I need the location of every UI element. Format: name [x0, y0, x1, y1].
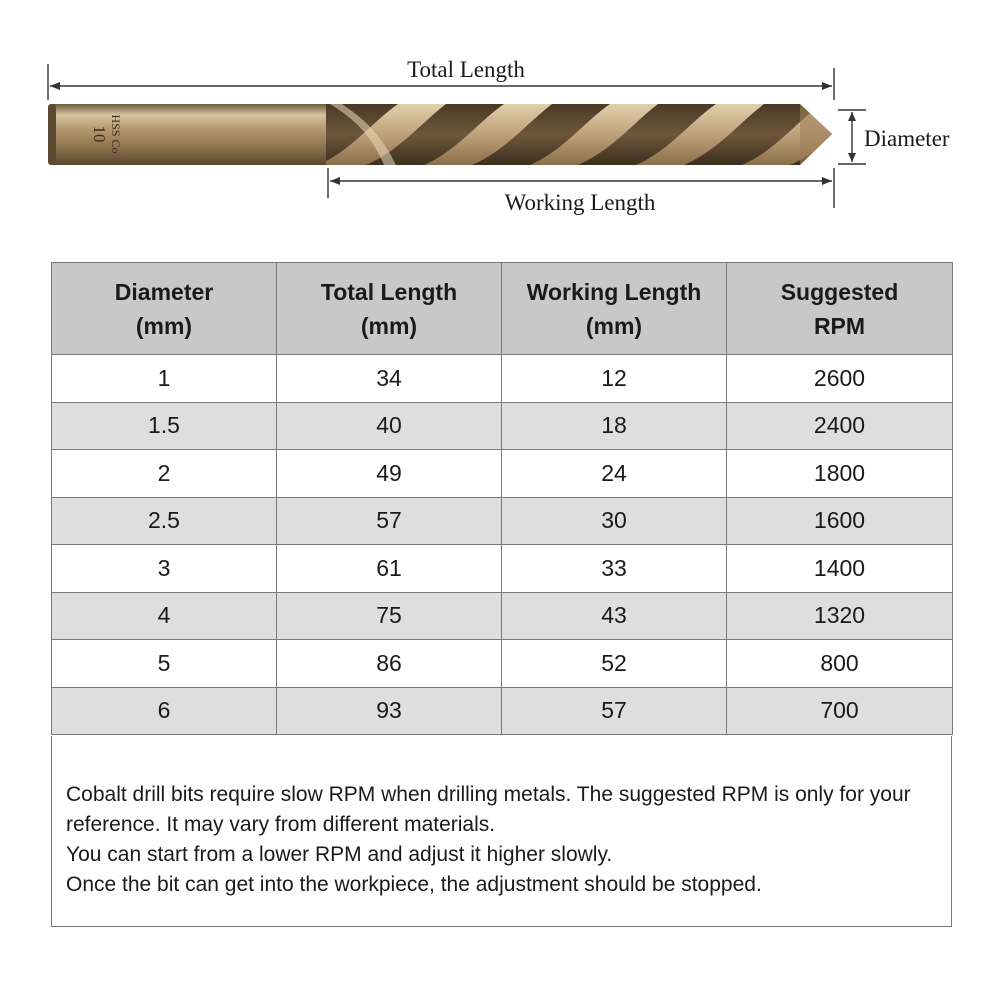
working-length-label: Working Length [504, 190, 656, 215]
shank-marking-material: HSS Co [109, 114, 123, 154]
cell-total-length: 49 [277, 450, 502, 498]
cell-suggested-rpm: 1800 [727, 450, 953, 498]
cell-working-length: 33 [502, 545, 727, 593]
cell-working-length: 24 [502, 450, 727, 498]
table-header [52, 263, 953, 355]
table-row [52, 687, 953, 735]
cell-working-length: 12 [502, 355, 727, 403]
header-diameter-line2: (mm) [135, 312, 193, 339]
header-suggested-rpm [727, 263, 953, 355]
table-row [52, 355, 953, 403]
cell-working-length: 43 [502, 592, 727, 640]
drill-bit [48, 104, 870, 165]
header-working-length [502, 263, 727, 355]
drill-spec-table [51, 262, 953, 735]
table-row [52, 592, 953, 640]
cell-total-length: 86 [277, 640, 502, 688]
total-length-arrowhead-right [822, 82, 832, 90]
cell-suggested-rpm: 1320 [727, 592, 953, 640]
table-row [52, 545, 953, 593]
cell-total-length: 57 [277, 497, 502, 545]
working-length-dimension [328, 168, 834, 215]
cell-working-length: 57 [502, 687, 727, 735]
total-length-dimension [48, 57, 834, 100]
cell-total-length: 93 [277, 687, 502, 735]
header-total-length-line2: (mm) [360, 312, 418, 339]
cell-diameter: 1 [52, 355, 277, 403]
cell-suggested-rpm: 800 [727, 640, 953, 688]
table-row [52, 450, 953, 498]
cell-suggested-rpm: 700 [727, 687, 953, 735]
cell-diameter: 2.5 [52, 497, 277, 545]
drill-tip [800, 104, 832, 165]
diameter-arrowhead-top [848, 112, 856, 121]
cell-diameter: 5 [52, 640, 277, 688]
cell-total-length: 34 [277, 355, 502, 403]
cell-diameter: 6 [52, 687, 277, 735]
cell-suggested-rpm: 2600 [727, 355, 953, 403]
total-length-arrowhead-left [50, 82, 60, 90]
diameter-dimension [838, 110, 950, 164]
header-suggested-rpm-line2: RPM [813, 312, 866, 339]
header-total-length [277, 263, 502, 355]
header-working-length-line2: (mm) [585, 312, 643, 339]
header-total-length-line1: Total Length [320, 278, 458, 305]
cell-diameter: 4 [52, 592, 277, 640]
note-line: You can start from a lower RPM and adjust it higher slowly. [66, 843, 613, 866]
usage-note-box [51, 736, 952, 927]
cell-working-length: 18 [502, 402, 727, 450]
working-length-arrowhead-left [330, 177, 340, 185]
note-line: Cobalt drill bits require slow RPM when drilling metals. The suggested RPM is only for your reference. It may vary from different materials. [66, 783, 911, 836]
header-suggested-rpm-line1: Suggested [780, 278, 899, 305]
diameter-arrowhead-bottom [848, 153, 856, 162]
usage-note-text [66, 780, 941, 900]
table-row [52, 640, 953, 688]
header-working-length-line1: Working Length [526, 278, 702, 305]
drill-shank-end [48, 104, 56, 165]
header-diameter [52, 263, 277, 355]
table-header-row [52, 263, 953, 355]
cell-total-length: 40 [277, 402, 502, 450]
total-length-label: Total Length [407, 57, 525, 82]
drill-bit-diagram [0, 0, 1000, 240]
cell-total-length: 75 [277, 592, 502, 640]
table-row [52, 402, 953, 450]
shank-marking-size: 10 [90, 125, 109, 143]
cell-total-length: 61 [277, 545, 502, 593]
cell-diameter: 2 [52, 450, 277, 498]
header-diameter-line1: Diameter [114, 278, 214, 305]
cell-suggested-rpm: 2400 [727, 402, 953, 450]
cell-suggested-rpm: 1600 [727, 497, 953, 545]
cell-working-length: 30 [502, 497, 727, 545]
table-body [52, 355, 953, 735]
drill-fluted-body [318, 104, 870, 165]
diameter-label: Diameter [864, 126, 950, 151]
working-length-arrowhead-right [822, 177, 832, 185]
cell-diameter: 3 [52, 545, 277, 593]
note-line: Once the bit can get into the workpiece, the adjustment should be stopped. [66, 873, 762, 896]
cell-working-length: 52 [502, 640, 727, 688]
table-row [52, 497, 953, 545]
cell-diameter: 1.5 [52, 402, 277, 450]
cell-suggested-rpm: 1400 [727, 545, 953, 593]
